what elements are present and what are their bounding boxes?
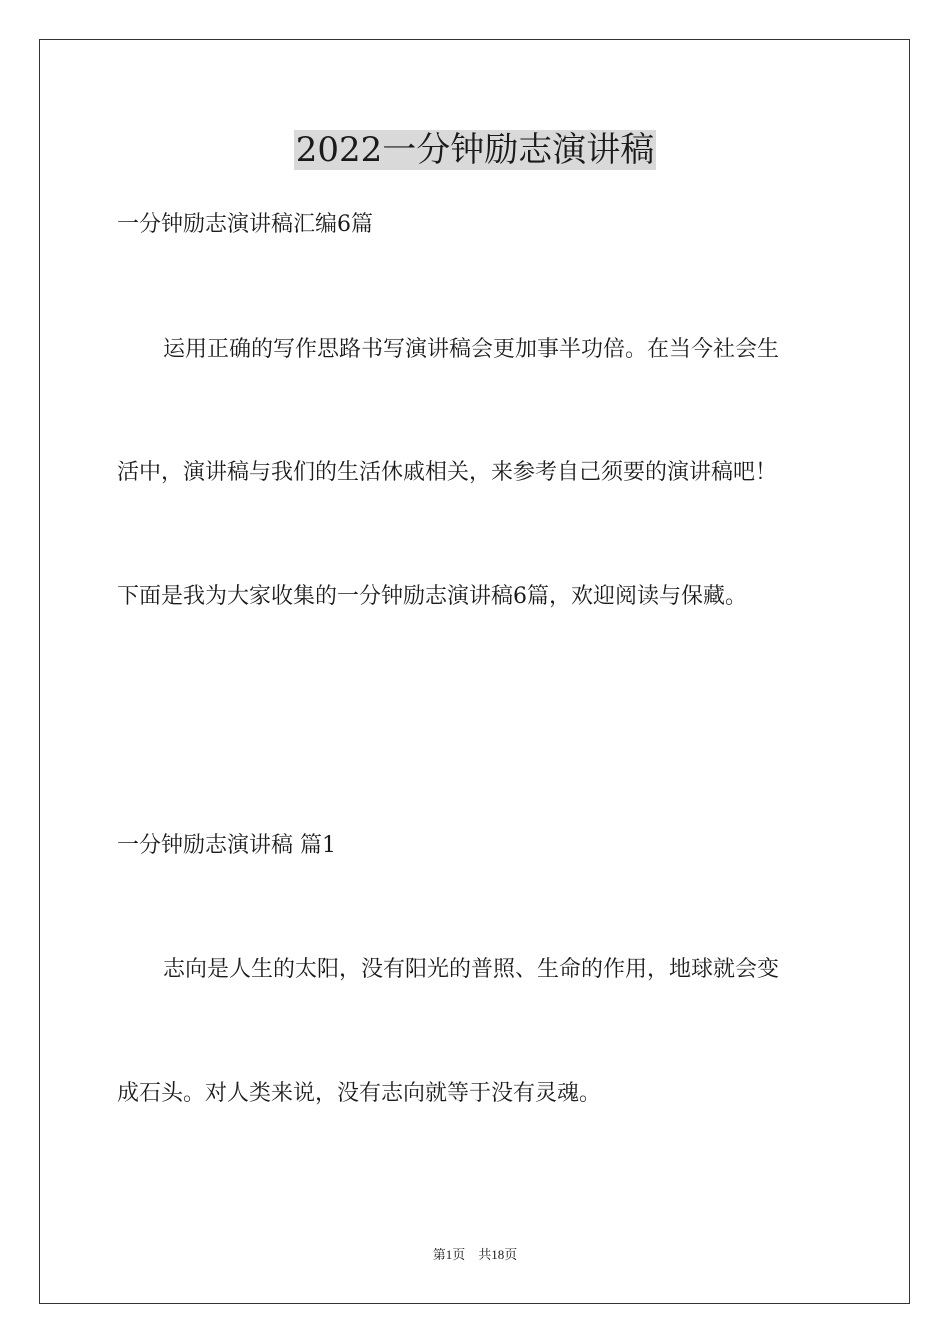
intro-paragraph-line-3: 下面是我为大家收集的一分钟励志演讲稿6篇，欢迎阅读与保藏。	[117, 584, 747, 609]
intro-paragraph-line-2: 活中，演讲稿与我们的生活休戚相关，来参考自己须要的演讲稿吧！	[117, 460, 778, 485]
section-paragraph-line-1: 志向是人生的太阳，没有阳光的普照、生命的作用，地球就会变	[163, 957, 780, 982]
page-footer: 第1页 共18页	[432, 1247, 518, 1262]
section-heading: 一分钟励志演讲稿 篇1	[117, 833, 336, 858]
document-title: 2022一分钟励志演讲稿	[295, 130, 655, 170]
section-paragraph-line-2: 成石头。对人类来说，没有志向就等于没有灵魂。	[117, 1081, 602, 1106]
intro-paragraph-line-1: 运用正确的写作思路书写演讲稿会更加事半功倍。在当今社会生	[163, 337, 780, 362]
document-title-row	[0, 128, 950, 172]
document-subtitle: 一分钟励志演讲稿汇编6篇	[117, 212, 373, 237]
